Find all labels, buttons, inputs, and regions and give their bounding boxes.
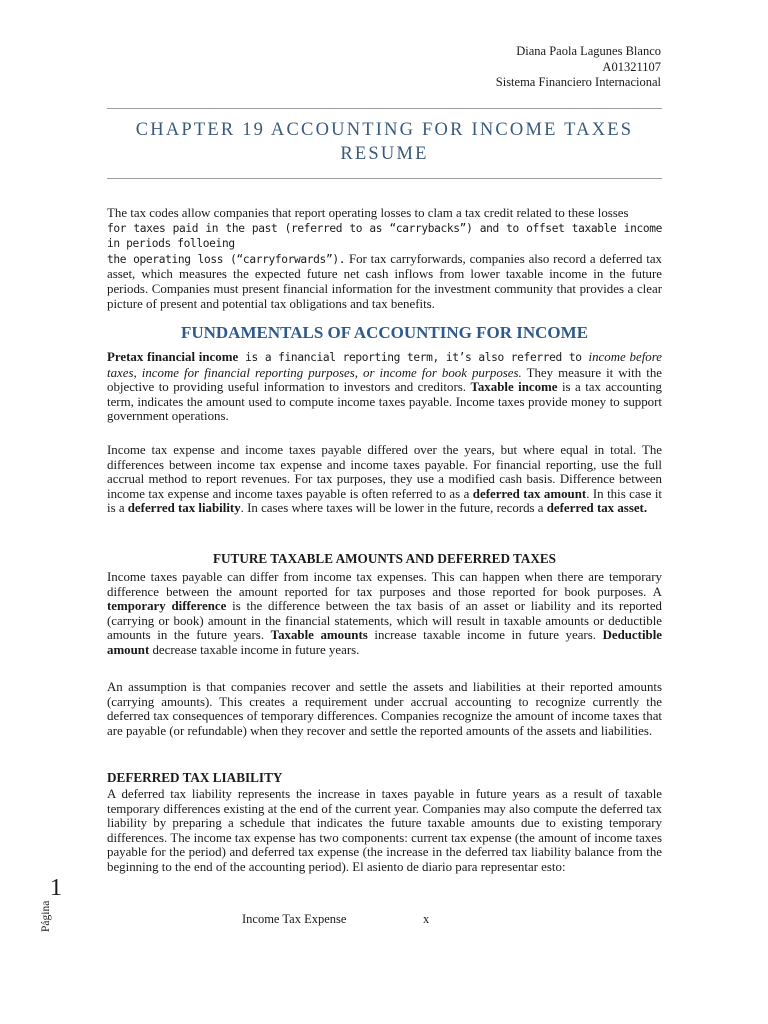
future-taxable-paragraph-2: An assumption is that companies recover and settle the assets and liabilities at their reported amounts (carrying amounts). This creates a requirement under accrual accounting to recognize currently the deferred tax consequences of temporary differences. Companies recognize the amount of income taxes that are payable (or refundable) when they recover and settle the reported amounts of the assets and liabilities. (107, 680, 662, 738)
term-pretax-financial-income: Pretax financial income (107, 350, 239, 364)
italic-income-definitions: income before taxes, income for financial reporting purposes, or income for book purposes. (107, 350, 662, 380)
deferred-tax-liability-paragraph: A deferred tax liability represents the increase in taxes payable in future years as a result of taxable temporary differences existing at the end of the current year. Companies may also compute the deferred tax liability by preparing a schedule that indicates the future taxable amounts due to existing temporary differences. The income tax expense has two components: current tax expense (the amount of income taxes payable for the period) and deferred tax expense (the increase in the deferred tax liability balance from the beginning to the end of the accounting period). El asiento de diario para representar esto: (107, 787, 662, 874)
future-taxable-paragraph-1: Income taxes payable can differ from income tax expenses. This can happen when there are temporary difference between the amount reported for tax purposes and those reported for book purposes. A temporary difference is the difference between the tax basis of an asset or liability and its reported (carrying or book) amount in the financial statements, which will result in taxable amounts or deductible amounts in the future years. Taxable amounts increase taxable income in future years. Deductible amount decrease taxable income in future years. (107, 570, 662, 657)
section-heading-future-taxable: FUTURE TAXABLE AMOUNTS AND DEFERRED TAXES (212, 551, 557, 566)
term-taxable-amounts: Taxable amounts (270, 628, 368, 643)
term-temporary-difference: temporary difference (107, 599, 227, 614)
intro-paragraph (107, 206, 662, 311)
fundamentals-paragraph-1: Pretax financial income is a financial reporting term, it’s also referred to income before taxes, income for financial reporting purposes, or income for book purposes. They measure it with the objective to providing useful information to investors and creditors. Taxable income is a tax accounting term, indicates the amount used to compute income taxes payable. Income taxes provide money to support government operations. (107, 350, 662, 424)
journal-entry-amount: x (423, 912, 430, 926)
term-deferred-tax-asset: deferred tax asset. (546, 501, 648, 516)
title-line-2: RESUME (340, 144, 429, 164)
term-deductible-amount: Deductible amount (107, 628, 662, 657)
term-deferred-tax-amount: deferred tax amount (472, 486, 587, 501)
page-number-footer (30, 870, 70, 940)
intro-line-3b: For tax carryforwards, companies also record a deferred tax asset, which measures the expected future net cash inflows from lower taxable income in the future periods. Companies must present financial information for the investment community that provides a clear picture of present and potential tax obligations and tax benefits. (107, 251, 663, 311)
page-number: 1 (50, 875, 62, 901)
title-bottom-rule (107, 178, 662, 179)
title-line-1: CHAPTER 19 ACCOUNTING FOR INCOME TAXES (135, 120, 634, 140)
intro-line-3a: the operating loss (“carryforwards”). (107, 252, 346, 266)
term-deferred-tax-liability: deferred tax liability (127, 501, 241, 516)
intro-line-2: for taxes paid in the past (referred to as “carrybacks”) and to offset taxable income in periods folloeing (107, 221, 662, 251)
course-name: Sistema Financiero Internacional (495, 75, 661, 89)
title-top-rule (107, 108, 662, 109)
author-name: Diana Paola Lagunes Blanco (516, 44, 661, 58)
fundamentals-paragraph-2: Income tax expense and income taxes payable differed over the years, but where equal in total. The differences between income tax expense and income taxes payable. For financial reporting, use the full accrual method to report revenues. For tax purposes, they use a modified cash basis. Difference between income tax expense and income taxes payable is often referred to as a deferred tax amount. In this case it is a deferred tax liability. In cases where taxes will be lower in the future, records a deferred tax asset. (107, 443, 662, 516)
intro-line-1: The tax codes allow companies that report operating losses to clam a tax credit related to these losses (107, 206, 629, 220)
document-header (496, 44, 661, 91)
section-heading-deferred-tax-liability: DEFERRED TAX LIABILITY (107, 770, 283, 785)
journal-entry-account: Income Tax Expense (242, 912, 347, 926)
page-label: Página (40, 900, 52, 932)
section-heading-fundamentals: FUNDAMENTALS OF ACCOUNTING FOR INCOME (180, 323, 589, 342)
document-title (107, 118, 662, 166)
term-taxable-income: Taxable income (470, 380, 558, 395)
student-id: A01321107 (602, 59, 661, 74)
